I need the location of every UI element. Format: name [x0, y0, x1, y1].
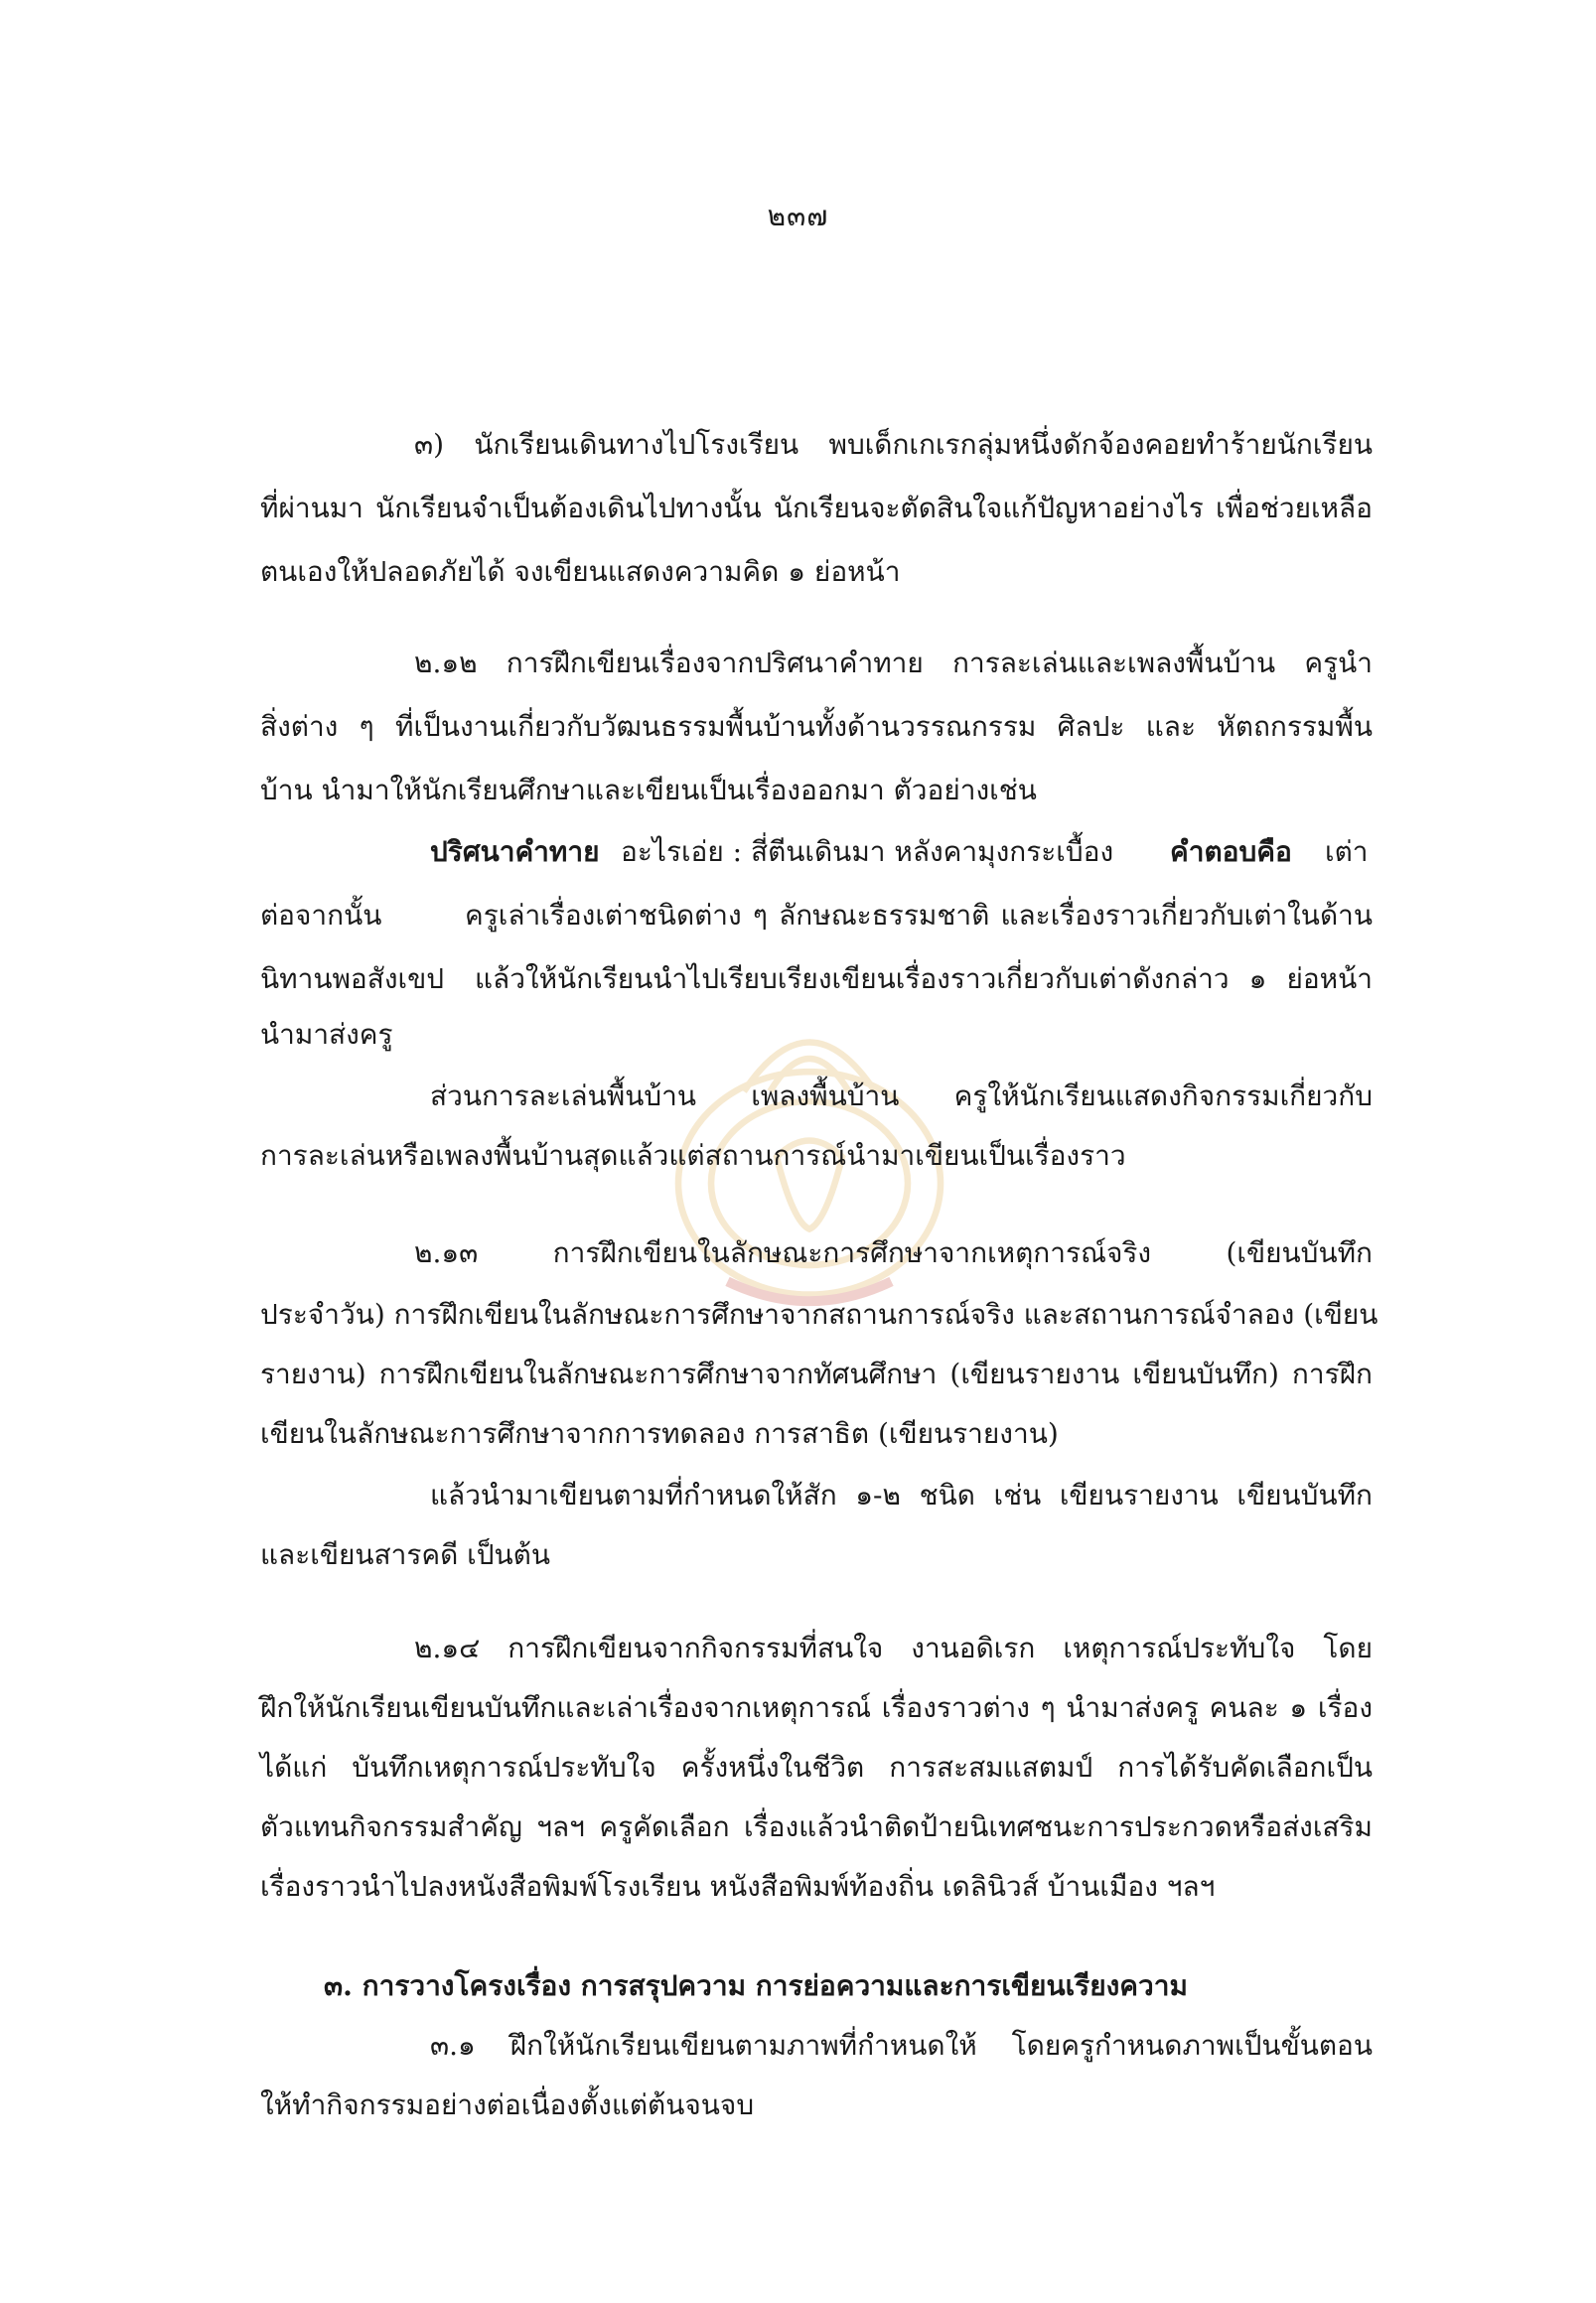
paragraph-7-line-2: ฝึกให้นักเรียนเขียนบันทึกและเล่าเรื่องจากเหตุการณ์ เรื่องราวต่าง ๆ นำมาส่งครู คนละ ๑ เรื่อง [260, 1691, 1373, 1724]
paragraph-4-line-2: การละเล่นหรือเพลงพื้นบ้านสุดแล้วแต่สถานการณ์นำมาเขียนเป็นเรื่องราว [260, 1139, 1126, 1172]
riddle-text: อะไรเอ่ย : สี่ตีนเดินมา หลังคามุงกระเบื้อง [621, 835, 1114, 868]
paragraph-2-line-3: บ้าน นำมาให้นักเรียนศึกษาและเขียนเป็นเรื่องออกมา ตัวอย่างเช่น [260, 774, 1037, 806]
paragraph-5-line-1: ๒.๑๓ การฝึกเขียนในลักษณะการศึกษาจากเหตุการณ์จริง (เขียนบันทึก [414, 1236, 1373, 1269]
paragraph-1-line-1: ๓) นักเรียนเดินทางไปโรงเรียน พบเด็กเกเรกลุ่มหนึ่งดักจ้องคอยทำร้ายนักเรียน [414, 428, 1373, 461]
paragraph-7-line-1: ๒.๑๔ การฝึกเขียนจากกิจกรรมที่สนใจ งานอดิเรก เหตุการณ์ประทับใจ โดย [414, 1632, 1373, 1664]
paragraph-4-line-1: ส่วนการละเล่นพื้นบ้าน เพลงพื้นบ้าน ครูให้นักเรียนแสดงกิจกรรมเกี่ยวกับ [430, 1080, 1373, 1112]
paragraph-7-line-4: ตัวแทนกิจกรรมสำคัญ ฯลฯ ครูคัดเลือก เรื่องแล้วนำติดป้ายนิเทศชนะการประกวดหรือส่งเสริม [260, 1810, 1373, 1843]
paragraph-1-line-3: ตนเองให้ปลอดภัยได้ จงเขียนแสดงความคิด ๑ ย่อหน้า [260, 555, 901, 588]
section-3-heading: ๓. การวางโครงเรื่อง การสรุปความ การย่อความและการเขียนเรียงความ [324, 1969, 1188, 2002]
paragraph-2-line-2: สิ่งต่าง ๆ ที่เป็นงานเกี่ยวกับวัฒนธรรมพื้นบ้านทั้งด้านวรรณกรรม ศิลปะ และ หัตถกรรมพื้น [260, 710, 1373, 743]
paragraph-3-line-4: นำมาส่งครู [260, 1018, 393, 1051]
paragraph-5-line-3: รายงาน) การฝึกเขียนในลักษณะการศึกษาจากทัศนศึกษา (เขียนรายงาน เขียนบันทึก) การฝึก [260, 1358, 1373, 1390]
paragraph-1-line-2: ที่ผ่านมา นักเรียนจำเป็นต้องเดินไปทางนั้น นักเรียนจะตัดสินใจแก้ปัญหาอย่างไร เพื่อช่วยเหลือ [260, 492, 1373, 524]
riddle-label: ปริศนาคำทาย [430, 835, 600, 868]
paragraph-6-line-1: แล้วนำมาเขียนตามที่กำหนดให้สัก ๑-๒ ชนิด เช่น เขียนรายงาน เขียนบันทึก [430, 1479, 1373, 1511]
answer-label: คำตอบคือ [1170, 835, 1292, 868]
paragraph-7-line-5: เรื่องราวนำไปลงหนังสือพิมพ์โรงเรียน หนังสือพิมพ์ท้องถิ่น เดลินิวส์ บ้านเมือง ฯลฯ [260, 1870, 1216, 1903]
paragraph-3-line-3: แล้วให้นักเรียนนำไปเรียบเรียงเขียนเรื่องราวเกี่ยวกับเต่าดังกล่าว ๑ ย่อหน้า [475, 962, 1373, 995]
paragraph-5-line-2: ประจำวัน) การฝึกเขียนในลักษณะการศึกษาจากสถานการณ์จริง และสถานการณ์จำลอง (เขียน [260, 1298, 1378, 1331]
answer-text: เต่า [1325, 835, 1369, 868]
paragraph-3-line-2: ครูเล่าเรื่องเต่าชนิดต่าง ๆ ลักษณะธรรมชาติ และเรื่องราวเกี่ยวกับเต่าในด้าน [465, 899, 1373, 932]
paragraph-7-line-3: ได้แก่ บันทึกเหตุการณ์ประทับใจ ครั้งหนึ่งในชีวิต การสะสมแสตมป์ การได้รับคัดเลือกเป็น [260, 1751, 1373, 1784]
paragraph-5-line-4: เขียนในลักษณะการศึกษาจากการทดลอง การสาธิต (เขียนรายงาน) [260, 1417, 1059, 1450]
paragraph-3-line-2-start: ต่อจากนั้น [260, 899, 382, 932]
paragraph-6-line-2: และเขียนสารคดี เป็นต้น [260, 1538, 550, 1571]
paragraph-2-line-1: ๒.๑๒ การฝึกเขียนเรื่องจากปริศนาคำทาย การละเล่นและเพลงพื้นบ้าน ครูนำ [414, 647, 1373, 679]
section-3-line-2: ให้ทำกิจกรรมอย่างต่อเนื่องตั้งแต่ต้นจนจบ [260, 2088, 755, 2121]
section-3-line-1: ๓.๑ ฝึกให้นักเรียนเขียนตามภาพที่กำหนดให้ โดยครูกำหนดภาพเป็นขั้นตอน [430, 2029, 1373, 2062]
paragraph-3-line-3-start: นิทานพอสังเขป [260, 962, 444, 995]
page-number: ๒๓๗ [767, 200, 829, 232]
